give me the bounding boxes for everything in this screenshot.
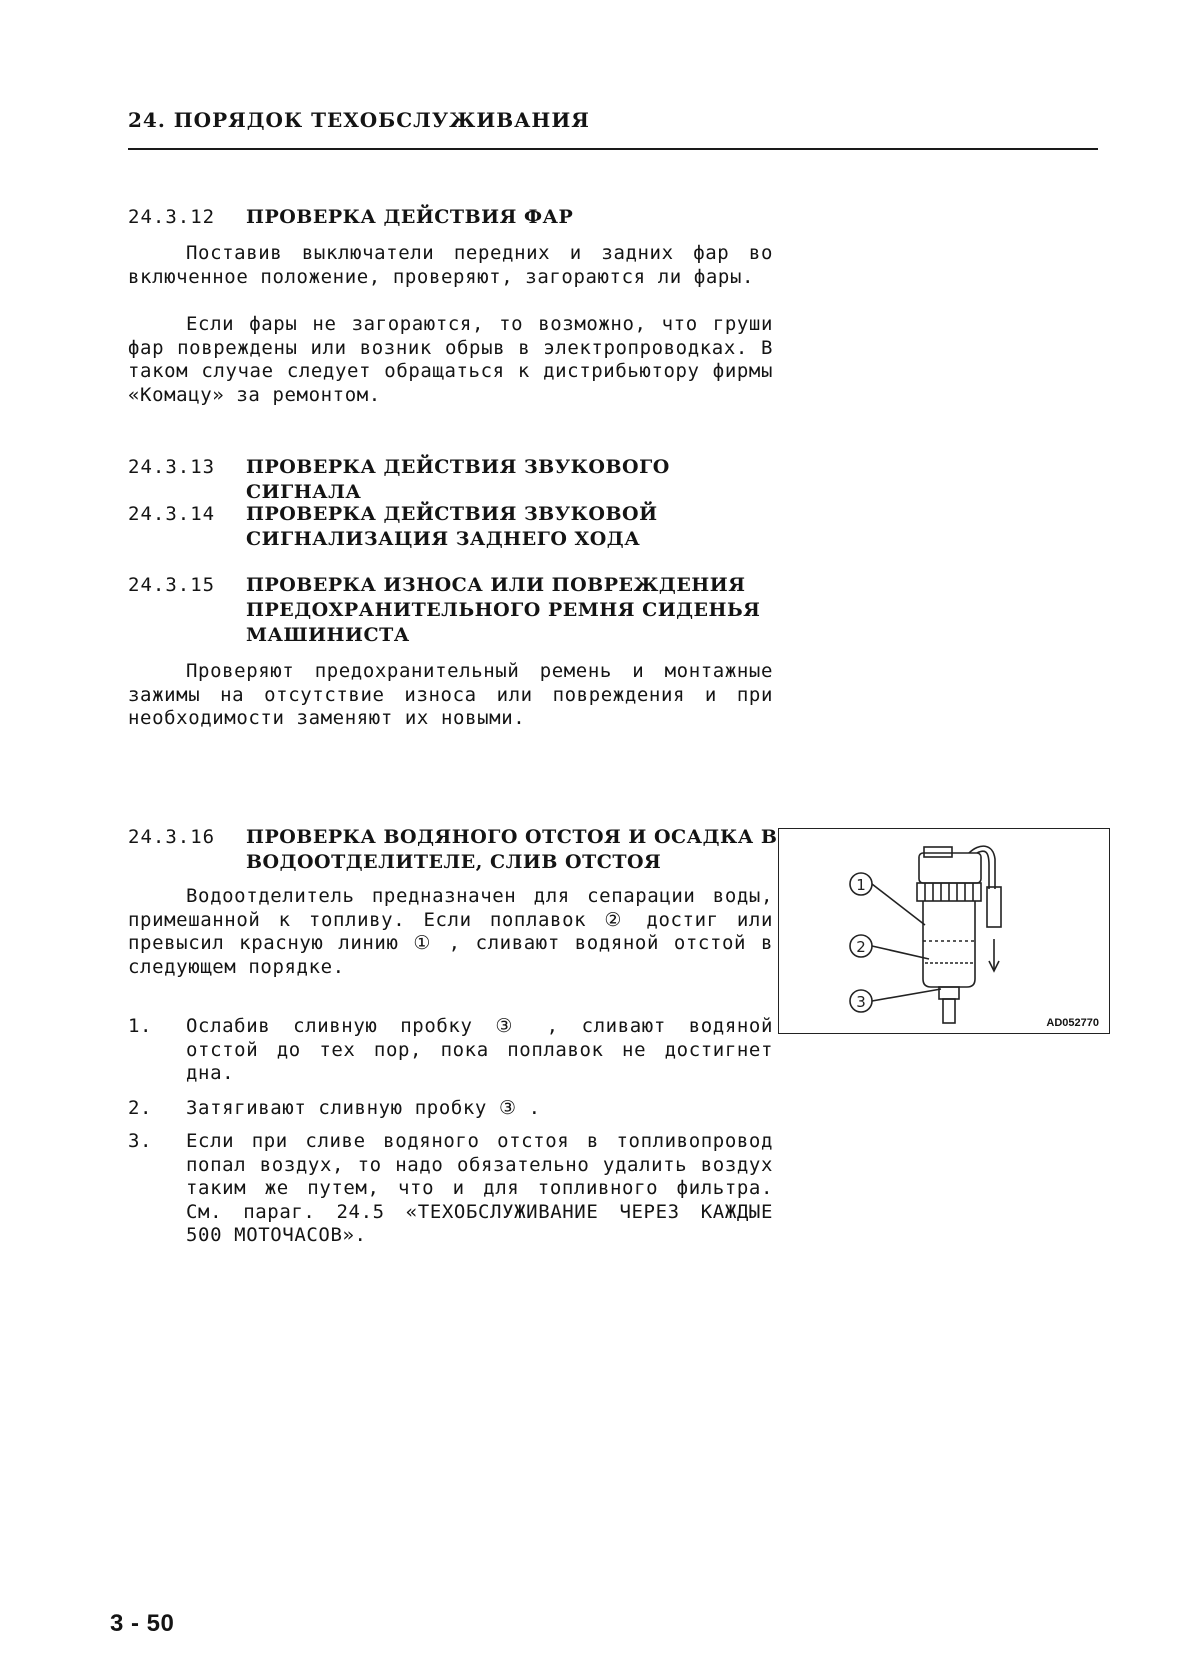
section-heading-24-3-13 [128,455,786,505]
water-separator-figure [778,828,1110,1034]
paragraph-headlights-failure: Если фары не загораются, то возможно, что груши фар повреждены или возник обрыв в электропроводках. В таком случае следует обращаться к дистрибьютору фирмы «Комацу» за ремонтом. [128,313,773,406]
callout-2: 2 [856,938,866,956]
list-item-text: Ослабив сливную пробку ③ , сливают водяной отстой до тех пор, пока поплавок не достигнет дна. [186,1015,773,1084]
section-heading-24-3-14 [128,502,786,552]
section-number: 24.3.15 [128,574,216,596]
page-number: 3 - 50 [110,1610,175,1637]
figure-code: AD052770 [1046,1017,1099,1029]
list-item [128,1130,773,1248]
section-title: ПРОВЕРКА ДЕЙСТВИЯ ФАР [246,206,574,228]
paragraph-seat-belt: Проверяют предохранительный ремень и монтажные зажимы на отсутствие износа или повреждения и при необходимости заменяют их новыми. [128,660,773,729]
list-item-number: 3. [128,1130,153,1152]
page-header-title: 24. ПОРЯДОК ТЕХОБСЛУЖИВАНИЯ [128,108,590,132]
section-heading-24-3-15 [128,573,786,648]
section-title: ПРОВЕРКА ДЕЙСТВИЯ ЗВУКОВОГО СИГНАЛА [246,456,670,503]
list-item [128,1015,773,1086]
callout-1: 1 [856,876,866,894]
section-number: 24.3.16 [128,826,216,848]
section-number: 24.3.13 [128,456,216,478]
section-number: 24.3.12 [128,206,216,228]
section-title: ПРОВЕРКА ВОДЯНОГО ОТСТОЯ И ОСАДКА В ВОДООТДЕЛИТЕЛЕ, СЛИВ ОТСТОЯ [246,826,778,873]
list-item-text: Затягивают сливную пробку ③ . [186,1097,541,1119]
list-item-number: 2. [128,1097,153,1119]
water-separator-illustration [779,829,1111,1035]
section-title: ПРОВЕРКА ДЕЙСТВИЯ ЗВУКОВОЙ СИГНАЛИЗАЦИЯ ЗАДНЕГО ХОДА [246,503,658,550]
paragraph-headlights-check: Поставив выключатели передних и задних фар во включенное положение, проверяют, загораются ли фары. [128,242,773,288]
section-heading-24-3-16 [128,825,786,875]
section-heading-24-3-12 [128,205,786,230]
list-item [128,1097,773,1121]
list-item-number: 1. [128,1015,153,1037]
paragraph-water-separator: Водоотделитель предназначен для сепарации воды, примешанной к топливу. Если поплавок ② достиг или превысил красную линию ① , сливают водяной отстой в следующем порядке. [128,885,773,978]
section-number: 24.3.14 [128,503,216,525]
callout-3: 3 [856,993,866,1011]
list-item-text: Если при сливе водяного отстоя в топливопровод попал воздух, то надо обязательно удалить воздух таким же путем, что и для топливного фильтра. См. параг. 24.5 «ТЕХОБСЛУЖИВАНИЕ ЧЕРЕЗ КАЖДЫЕ 500 МОТОЧАСОВ». [186,1130,773,1246]
header-rule [128,148,1098,150]
section-title: ПРОВЕРКА ИЗНОСА ИЛИ ПОВРЕЖДЕНИЯ ПРЕДОХРАНИТЕЛЬНОГО РЕМНЯ СИДЕНЬЯ МАШИНИСТА [246,574,761,646]
